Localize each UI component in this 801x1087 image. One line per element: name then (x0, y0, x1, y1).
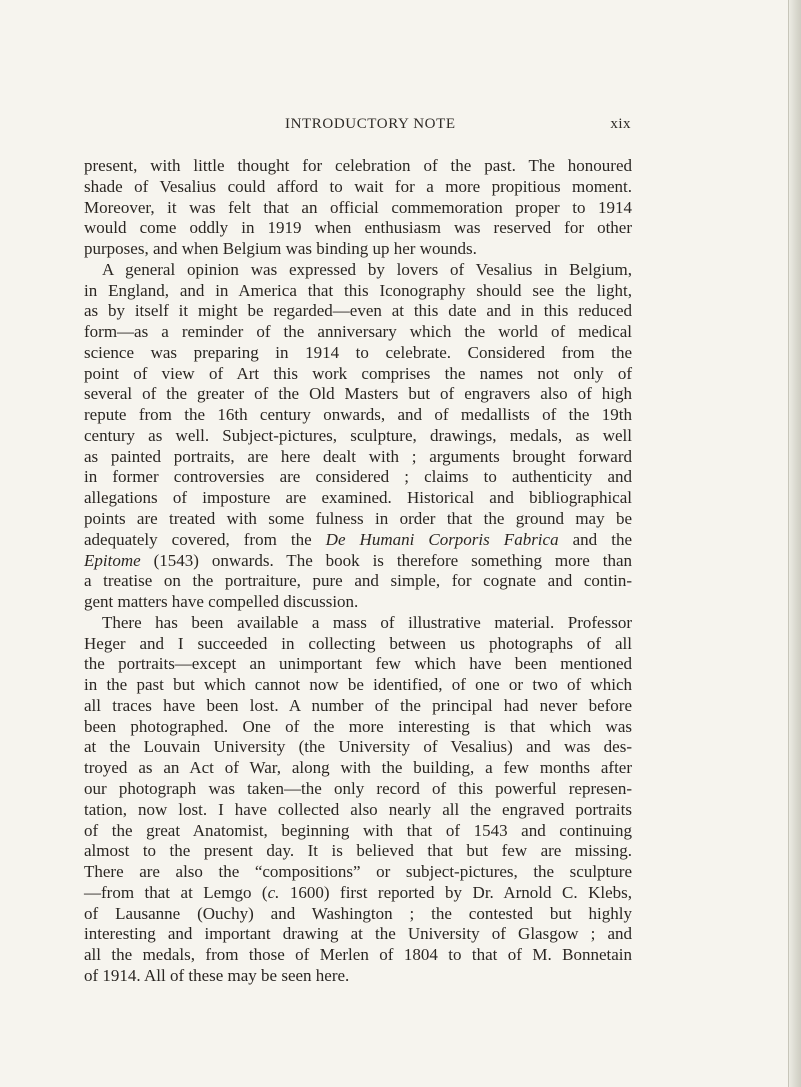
page-number: xix (610, 116, 631, 132)
text-line (84, 883, 632, 904)
text-line (84, 862, 632, 883)
text-line (84, 405, 632, 426)
text-line (84, 571, 632, 592)
line-segment: of 1914. All of these may be seen here. (84, 965, 350, 985)
line-segment: several of the greater of the Old Masters but of engravers also of high (84, 384, 632, 404)
text-line (84, 426, 632, 447)
line-segment: in the past but which cannot now be identified, of one or two of which (84, 675, 632, 695)
text-line (84, 841, 632, 862)
italic-title: De Humani Corporis Fabrica (325, 529, 559, 549)
text-line (84, 509, 632, 530)
line-segment: in former controversies are considered ; claims to authenticity and (84, 467, 632, 487)
line-segment: form—as a reminder of the anniversary which the world of medical (84, 322, 632, 342)
line-segment: all traces have been lost. A number of the principal had never before (84, 695, 632, 715)
line-segment: interesting and important drawing at the University of Glasgow ; and (84, 924, 632, 944)
text-line (84, 384, 632, 405)
line-segment: repute from the 16th century onwards, and of medallists of the 19th (84, 405, 632, 425)
text-line (84, 281, 632, 302)
line-segment: tation, now lost. I have collected also nearly all the engraved portraits (84, 799, 632, 819)
text-line (84, 779, 632, 800)
line-segment: Moreover, it was felt that an official commemoration proper to 1914 (84, 197, 632, 217)
line-segment: science was preparing in 1914 to celebrate. Considered from the (84, 342, 632, 362)
line-segment: all the medals, from those of Merlen of 1804 to that of M. Bonnetain (84, 945, 632, 965)
text-line (84, 239, 632, 260)
line-segment: of the great Anatomist, beginning with that of 1543 and continuing (84, 820, 632, 840)
line-segment: allegations of imposture are examined. Historical and bibliographical (84, 488, 632, 508)
text-line (84, 488, 632, 509)
text-line (84, 737, 632, 758)
text-line (84, 654, 632, 675)
line-segment: A general opinion was expressed by lovers of Vesalius in Belgium, (102, 259, 632, 279)
line-segment: 1600) first reported by Dr. Arnold C. Klebs, (289, 882, 632, 902)
line-segment: present, with little thought for celebration of the past. The honoured (84, 156, 632, 175)
line-segment: adequately covered, from the (84, 529, 312, 549)
text-line (84, 717, 632, 738)
text-line (84, 966, 632, 987)
text-line (84, 924, 632, 945)
line-segment: and the (572, 529, 632, 549)
text-line (84, 551, 632, 572)
line-segment: purposes, and when Belgium was binding up her wounds. (84, 239, 477, 259)
text-line (84, 696, 632, 717)
line-segment: gent matters have compelled discussion. (84, 592, 359, 612)
line-segment: (1543) onwards. The book is therefore something more than (153, 550, 633, 570)
line-segment: as by itself it might be regarded—even at this date and in this reduced (84, 301, 632, 321)
line-segment: of Lausanne (Ouchy) and Washington ; the contested but highly (84, 903, 632, 923)
line-segment: been photographed. One of the more interesting is that which was (84, 716, 632, 736)
line-segment: a treatise on the portraiture, pure and simple, for cognate and contin- (84, 571, 632, 591)
line-segment: There are also the “compositions” or subject-pictures, the sculpture (84, 862, 632, 882)
running-title: INTRODUCTORY NOTE (285, 116, 456, 132)
line-segment: point of view of Art this work comprises the names not only of (84, 363, 632, 383)
text-line (84, 218, 632, 239)
line-segment: our photograph was taken—the only record of this powerful represen- (84, 778, 632, 798)
line-segment: almost to the present day. It is believed that but few are missing. (84, 841, 632, 861)
line-segment: at the Louvain University (the University of Vesalius) and was des- (84, 737, 632, 757)
text-line (84, 758, 632, 779)
text-line (84, 343, 632, 364)
line-segment: —from that at Lemgo ( (84, 882, 268, 902)
line-segment: shade of Vesalius could afford to wait for a more propitious moment. (84, 176, 632, 196)
body-text (84, 156, 632, 987)
text-line (84, 675, 632, 696)
line-segment: in England, and in America that this Iconography should see the light, (84, 280, 632, 300)
page-edge (788, 0, 801, 1087)
line-segment: Heger and I succeeded in collecting between us photographs of all (84, 633, 632, 653)
text-line (84, 800, 632, 821)
line-segment: troyed as an Act of War, along with the building, a few months after (84, 758, 632, 778)
text-line (84, 322, 632, 343)
line-segment: century as well. Subject-pictures, sculpture, drawings, medals, as well (84, 425, 632, 445)
line-segment: There has been available a mass of illustrative material. Professor (102, 612, 632, 632)
text-line (84, 592, 632, 613)
text-line (84, 260, 632, 281)
text-line (84, 904, 632, 925)
text-line (84, 613, 632, 634)
line-segment: would come oddly in 1919 when enthusiasm was reserved for other (84, 218, 632, 238)
italic-title: c. (267, 882, 280, 902)
line-segment: points are treated with some fulness in order that the ground may be (84, 509, 632, 529)
text-line (84, 467, 632, 488)
text-line (84, 177, 632, 198)
text-line (84, 301, 632, 322)
text-line (84, 530, 632, 551)
text-line (84, 364, 632, 385)
text-line (84, 821, 632, 842)
line-segment: as painted portraits, are here dealt with ; arguments brought forward (84, 446, 632, 466)
text-line (84, 447, 632, 468)
italic-title: Epitome (84, 550, 141, 570)
line-segment: the portraits—except an unimportant few which have been mentioned (84, 654, 632, 674)
text-line (84, 156, 632, 177)
text-line (84, 945, 632, 966)
text-line (84, 198, 632, 219)
text-line (84, 634, 632, 655)
